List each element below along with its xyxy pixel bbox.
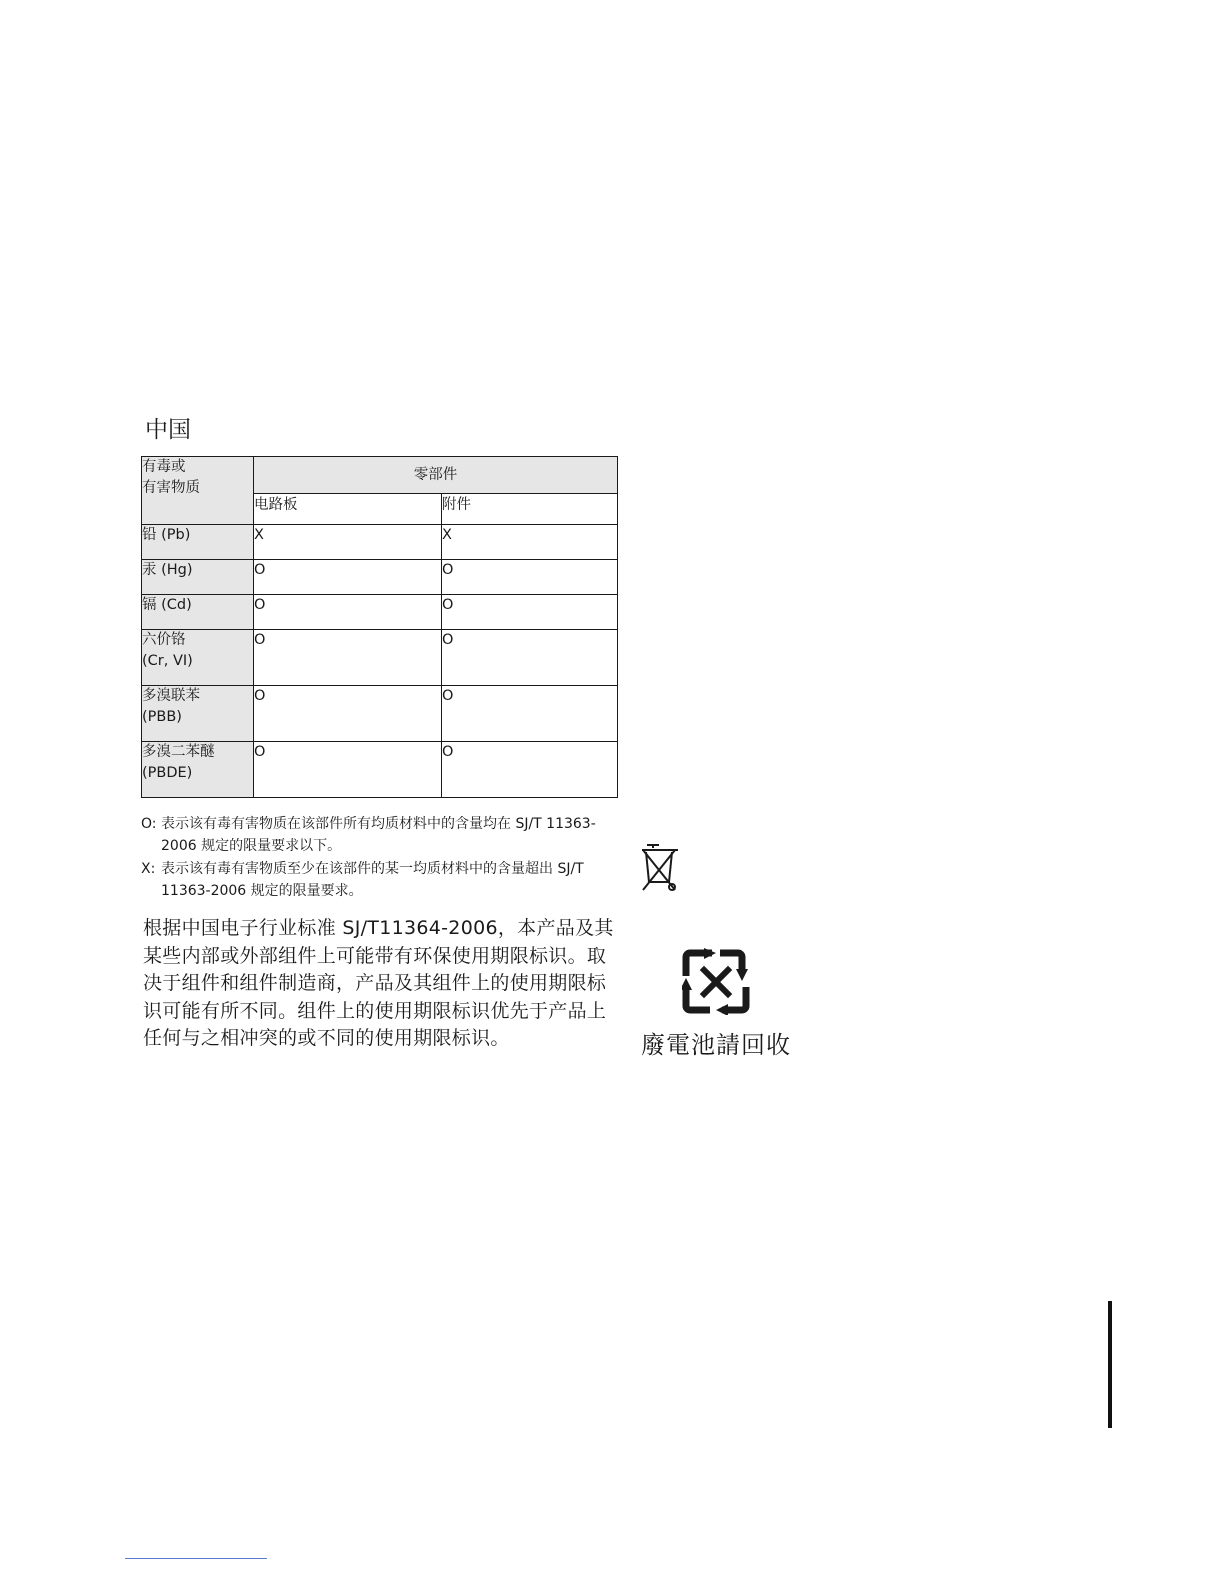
substance-label: [142, 630, 254, 686]
accessory-value: O: [442, 686, 618, 742]
substance-symbol: (PBDE): [142, 765, 193, 781]
substance-name: 六价铬: [142, 632, 186, 648]
table-row: [142, 595, 618, 630]
accessory-value: O: [442, 630, 618, 686]
accessory-value: O: [442, 595, 618, 630]
note-o: [141, 814, 611, 857]
substance-name: 多溴二苯醚: [142, 744, 215, 760]
substance-symbol: (Pb): [161, 527, 191, 543]
accessory-value: X: [442, 525, 618, 560]
hazardous-substances-table: [141, 456, 618, 798]
substance-name: 汞: [142, 562, 157, 578]
note-text: 表示该有毒有害物质在该部件所有均质材料中的含量均在 SJ/T 11363-2006 规定的限量要求以下。: [161, 816, 596, 854]
note-key: O:: [141, 816, 157, 832]
table-row: [142, 686, 618, 742]
substance-symbol: (Cr, VI): [142, 653, 193, 669]
substance-label: [142, 742, 254, 798]
header-parts: 零部件: [254, 457, 618, 494]
table-row: [142, 525, 618, 560]
eco-period-paragraph: 根据中国电子行业标准 SJ/T11364-2006，本产品及其某些内部或外部组件上可能带有环保使用期限标识。取决于组件和组件制造商，产品及其组件上的使用期限标识可能有所不同。组件上的使用期限标识优先于产品上任何与之相冲突的或不同的使用期限标识。: [143, 917, 614, 1049]
accessory-value: O: [442, 560, 618, 595]
table-row: [142, 560, 618, 595]
substance-label: [142, 525, 254, 560]
accessory-value: O: [442, 742, 618, 798]
battery-recycle-caption: 廢電池請回收: [641, 1031, 791, 1059]
substance-label: [142, 686, 254, 742]
crossed-out-wheelie-bin-icon: [639, 842, 681, 894]
board-value: O: [254, 595, 442, 630]
note-x: [141, 859, 611, 902]
substance-name: 铅: [142, 527, 157, 543]
table-row: [142, 742, 618, 798]
header-col-accessory: 附件: [442, 494, 618, 525]
page-margin-bar: [1108, 1301, 1112, 1428]
board-value: O: [254, 686, 442, 742]
footer-rule: [125, 1558, 267, 1559]
board-value: X: [254, 525, 442, 560]
board-value: O: [254, 560, 442, 595]
substance-name: 多溴联苯: [142, 688, 200, 704]
board-value: O: [254, 742, 442, 798]
substance-label: [142, 560, 254, 595]
substance-symbol: (Hg): [161, 562, 193, 578]
table-row: [142, 630, 618, 686]
substance-symbol: (Cd): [161, 597, 192, 613]
substance-symbol: (PBB): [142, 709, 182, 725]
header-col-board: 电路板: [254, 494, 442, 525]
substance-label: [142, 595, 254, 630]
note-key: X:: [141, 861, 156, 877]
board-value: O: [254, 630, 442, 686]
table-notes: [141, 814, 611, 904]
note-text: 表示该有毒有害物质至少在该部件的某一均质材料中的含量超出 SJ/T 11363-2006 规定的限量要求。: [161, 861, 584, 899]
battery-recycle-icon: [682, 948, 750, 1015]
substance-name: 镉: [142, 597, 157, 613]
header-substance: 有毒或 有害物质: [142, 457, 254, 525]
section-title: 中国: [145, 417, 191, 443]
